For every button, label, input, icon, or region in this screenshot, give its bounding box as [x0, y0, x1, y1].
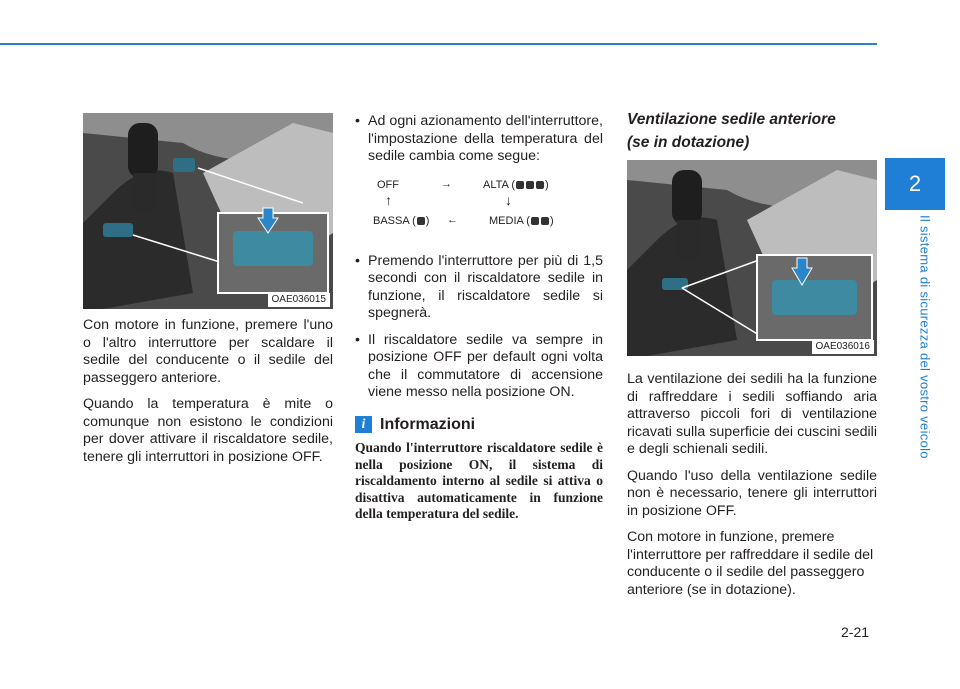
gear-console-illustration [627, 160, 877, 356]
arrow-down-icon: ↓ [505, 191, 512, 208]
temperature-cycle-diagram [355, 175, 603, 245]
diagram-media: MEDIA ( ) [489, 214, 554, 227]
gear-console-illustration [83, 113, 333, 309]
column-1 [83, 113, 333, 475]
page-number: 2-21 [841, 624, 870, 640]
paragraph: Con motore in funzione, premere l'interruttore per raffreddare il sedile del conducente o il sedile del passeggero anteriore (se in dotazione). [627, 529, 874, 598]
info-text: Quando l'interruttore riscaldatore sedile è nella posizione ON, il sistema di riscaldamento interno al sedile si attiva o disattiva automaticamente in funzione della temperatura del sedile. [355, 440, 603, 521]
seat-heater-switch-photo [83, 113, 333, 309]
chapter-tab [885, 158, 945, 210]
seat-ventilation-switch-photo [627, 160, 877, 356]
image-code: OAE036015 [268, 293, 331, 307]
diagram-off: OFF [377, 178, 399, 191]
image-code: OAE036016 [812, 340, 875, 354]
paragraph: Quando l'uso della ventilazione sedile non è necessario, tenere gli interruttori in posizione OFF. [627, 467, 877, 519]
arrow-right-icon: → [441, 177, 452, 190]
paragraph: Quando la temperatura è mite o comunque non esistono le condizioni per dover attivare il riscaldatore sedile, tenere gli interruttori in posizione OFF. [83, 396, 333, 465]
bullet-list [355, 113, 603, 166]
chapter-number: 2 [908, 171, 922, 196]
info-title: Informazioni [380, 415, 476, 433]
list-item: • Ad ogni azionamento dell'interruttore, l'impostazione della temperatura del sedile cambia come segue: [355, 113, 603, 166]
bullet-list [355, 253, 603, 402]
diagram-bassa: BASSA ( ) [373, 214, 430, 227]
paragraph: Con motore in funzione, premere l'uno o l'altro interruttore per scaldare il sedile del conducente o il sedile del passeggero anteriore. [83, 317, 333, 386]
paragraph: La ventilazione dei sedili ha la funzione di raffreddare i sedili soffiando aria attraverso piccoli fori di ventilazione ricavati sulla superficie dei cuscini sedili e degli schienali sedili. [627, 371, 877, 457]
diagram-alta: ALTA ( ) [483, 178, 549, 191]
list-item: • Il riscaldatore sedile va sempre in posizione OFF per default ogni volta che il commutatore di accensione viene messo nella posizione ON. [355, 332, 603, 402]
column-3 [627, 108, 877, 608]
section-title: Ventilazione sedile anteriore (se in dotazione) [627, 111, 836, 151]
list-item: • Premendo l'interruttore per più di 1,5 secondi con il riscaldatore sedile in funzione, il riscaldatore sedile si spegnerà. [355, 253, 603, 323]
column-2 [355, 113, 603, 523]
info-icon: i [355, 416, 372, 433]
header-rule [0, 43, 877, 45]
info-header [355, 416, 603, 434]
arrow-up-icon: ↑ [385, 191, 392, 208]
chapter-title: Il sistema di sicurezza del vostro veicolo [917, 215, 933, 459]
chapter-title-vertical [915, 215, 935, 475]
arrow-left-icon: ← [447, 213, 458, 226]
